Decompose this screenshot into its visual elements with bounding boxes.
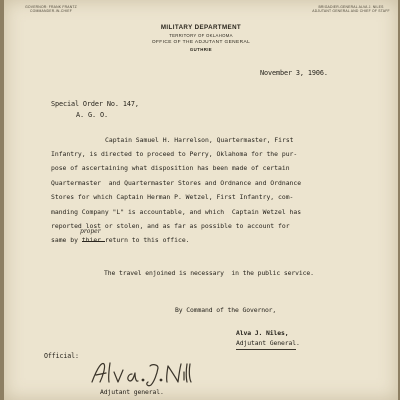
- body-line-7: reported lost or stolen, and as far as possible to account for: [51, 222, 290, 230]
- letterhead-governor-line2: COMMANDER-IN-CHIEF: [29, 9, 73, 14]
- body-line-2: Infantry, is directed to proceed to Perry, Oklahoma for the pur-: [51, 150, 298, 158]
- travel-paragraph: The travel enjoined is necessary in the public service.: [104, 269, 314, 277]
- letterhead-adjutant-line1: BRIGADIER-GENERAL ALVA J. NILES: [318, 5, 384, 9]
- document-date: November 3, 1906.: [260, 69, 328, 77]
- handwritten-signature: [88, 358, 198, 388]
- letterhead-adjutant: [307, 5, 395, 13]
- letterhead-governor-line1: GOVERNOR: FRANK FRANTZ: [25, 5, 77, 9]
- handwritten-insert: proper: [80, 228, 101, 235]
- body-line-5: Stores for which Captain Herman P. Wetzel, First Infantry, com-: [51, 193, 294, 201]
- body-line-3: pose of ascertaining what disposition has been made of certain: [51, 164, 290, 172]
- body-line-6: manding Company "L" is accountable, and which Captain Wetzel has: [51, 208, 302, 216]
- by-command-line: By Command of the Governor,: [175, 306, 277, 314]
- order-number: Special Order No. 147,: [51, 100, 139, 108]
- letterhead-city: GUTHRIE: [189, 47, 213, 52]
- letterhead-territory: TERRITORY OF OKLAHOMA: [169, 33, 233, 38]
- body-line-1: Captain Samuel H. Harrelson, Quartermaster, First: [105, 136, 294, 144]
- order-ago: A. G. O.: [76, 111, 108, 119]
- letterhead-title: MILITARY DEPARTMENT: [160, 24, 242, 31]
- signature-underline: [236, 349, 296, 350]
- letterhead-adjutant-line2: ADJUTANT GENERAL AND CHIEF OF STAFF: [312, 9, 390, 14]
- body-line-8: same by thier return to this office.: [51, 236, 190, 244]
- letterhead-office: OFFICE OF THE ADJUTANT GENERAL: [151, 40, 251, 45]
- bottom-adjutant-title: Adjutant general.: [100, 388, 164, 396]
- body-line-4: Quartermaster and Quartermaster Stores and Ordnance and Ordnance: [51, 179, 302, 187]
- document-page: [4, 0, 398, 400]
- official-label: Official:: [44, 352, 79, 360]
- letterhead-governor: [16, 5, 86, 13]
- strikethrough-mark: [82, 241, 105, 242]
- signatory-title: Adjutant General.: [236, 339, 300, 347]
- signatory-name: Alva J. Niles,: [236, 329, 289, 337]
